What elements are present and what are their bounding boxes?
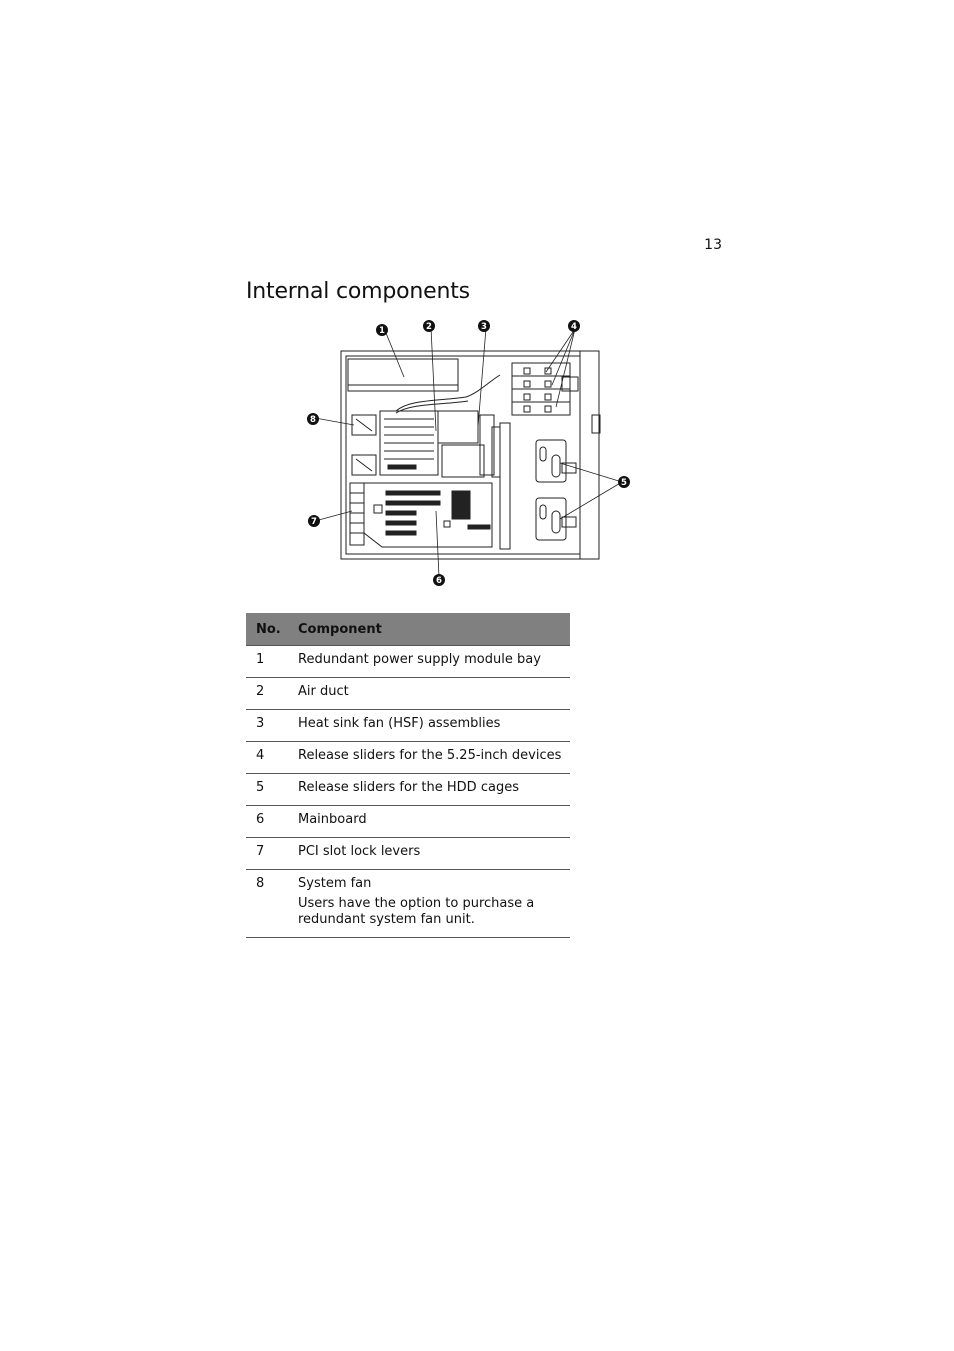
row-component: Air duct — [288, 678, 570, 710]
svg-text:4: 4 — [571, 322, 577, 332]
svg-text:7: 7 — [311, 517, 317, 527]
components-table — [246, 613, 570, 938]
table-row — [246, 806, 570, 838]
callout-7 — [308, 515, 320, 527]
row-component: Redundant power supply module bay — [288, 646, 570, 678]
row-number: 8 — [246, 870, 288, 938]
table-row — [246, 742, 570, 774]
chassis-drawing — [300, 315, 640, 595]
row-component: PCI slot lock levers — [288, 838, 570, 870]
page-title: Internal components — [246, 279, 470, 304]
callout-3 — [478, 320, 490, 332]
callout-5 — [618, 476, 630, 488]
row-number: 7 — [246, 838, 288, 870]
table-row — [246, 870, 570, 938]
row-note: Users have the option to purchase a redundant system fan unit. — [298, 896, 535, 927]
svg-text:8: 8 — [310, 415, 316, 425]
row-component: Release sliders for the 5.25-inch devices — [288, 742, 570, 774]
column-header-no: No. — [246, 613, 288, 646]
svg-text:2: 2 — [426, 322, 432, 332]
table-row — [246, 678, 570, 710]
row-number: 6 — [246, 806, 288, 838]
row-number: 3 — [246, 710, 288, 742]
svg-text:6: 6 — [436, 576, 442, 586]
table-row — [246, 838, 570, 870]
callout-6 — [433, 574, 445, 586]
table-row — [246, 710, 570, 742]
row-number: 1 — [246, 646, 288, 678]
table-header-row — [246, 613, 570, 646]
callout-2 — [423, 320, 435, 332]
svg-text:1: 1 — [379, 326, 385, 336]
row-component: System fan — [298, 876, 372, 891]
table-row — [246, 774, 570, 806]
row-component: Heat sink fan (HSF) assemblies — [288, 710, 570, 742]
callout-1 — [376, 324, 388, 336]
callout-4 — [568, 320, 580, 332]
column-header-component: Component — [288, 613, 570, 646]
row-number: 5 — [246, 774, 288, 806]
row-number: 2 — [246, 678, 288, 710]
row-component-cell — [288, 870, 570, 938]
table-row — [246, 646, 570, 678]
svg-text:3: 3 — [481, 322, 487, 332]
page-number: 13 — [704, 237, 722, 253]
row-component: Release sliders for the HDD cages — [288, 774, 570, 806]
row-component: Mainboard — [288, 806, 570, 838]
row-number: 4 — [246, 742, 288, 774]
svg-text:5: 5 — [621, 478, 627, 488]
internal-components-illustration — [300, 315, 640, 595]
callout-8 — [307, 413, 319, 425]
